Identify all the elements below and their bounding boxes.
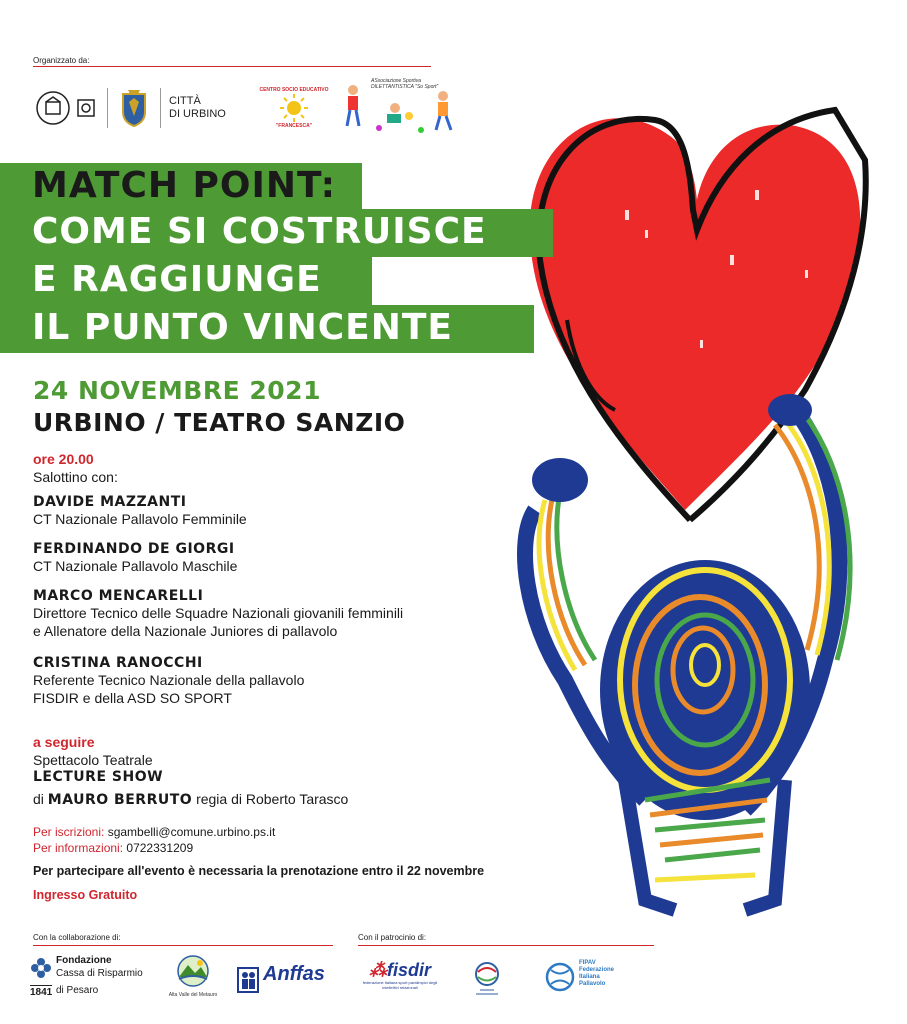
metauro-logo bbox=[160, 955, 226, 1005]
show-title: LECTURE SHOW bbox=[33, 769, 164, 785]
city-logo-line1: CITTÀ bbox=[169, 95, 201, 107]
city-logo-text bbox=[169, 95, 239, 121]
speaker-2 bbox=[33, 541, 237, 575]
fondazione-line2: Cassa di Risparmio bbox=[56, 968, 143, 979]
title-line3-band bbox=[0, 257, 372, 305]
show-follow: a seguire bbox=[33, 734, 95, 750]
fondazione-line3: di Pesaro bbox=[56, 985, 99, 996]
speaker-3 bbox=[33, 588, 403, 640]
fisdir-logo bbox=[360, 960, 440, 1000]
heart-illustration bbox=[505, 80, 890, 920]
speaker-1 bbox=[33, 494, 247, 528]
patron-rule bbox=[358, 945, 654, 946]
speaker-name: FERDINANDO DE GIORGI bbox=[33, 541, 235, 557]
heritage-logo bbox=[73, 88, 99, 128]
anffas-logo bbox=[237, 963, 329, 999]
iscrizioni-email[interactable]: sgambelli@comune.urbino.ps.it bbox=[107, 825, 276, 839]
sosport-logo bbox=[343, 78, 461, 138]
event-venue: URBINO / TEATRO SANZIO bbox=[33, 408, 406, 437]
title-line4-band bbox=[0, 305, 534, 353]
info-phone[interactable]: 0722331209 bbox=[126, 841, 194, 855]
logo-separator bbox=[160, 88, 161, 128]
show-author: MAURO BERRUTO bbox=[47, 792, 193, 808]
fondazione-line1: Fondazione bbox=[56, 955, 112, 966]
show-by-prefix: di bbox=[33, 791, 44, 807]
fisdir-swoosh-icon: ⁂ bbox=[368, 960, 387, 980]
title-line2: COME SI COSTRUISCE bbox=[32, 211, 487, 252]
sun-icon bbox=[277, 93, 311, 123]
title-line1: MATCH POINT: bbox=[32, 165, 337, 206]
speaker-role: CT Nazionale Pallavolo Maschile bbox=[33, 558, 238, 574]
organizer-logos bbox=[33, 78, 461, 138]
csr-logo-text: CENTRO SOCIO EDUCATIVO bbox=[259, 87, 329, 93]
fipav-ball-icon bbox=[545, 960, 575, 994]
anffas-people-icon bbox=[237, 967, 259, 993]
organizer-rule bbox=[33, 66, 431, 67]
speaker-name: MARCO MENCARELLI bbox=[33, 588, 204, 604]
fipav-line4: Pallavolo bbox=[579, 981, 606, 987]
iscrizioni-label: Per iscrizioni: bbox=[33, 825, 105, 839]
fipav-line1: FIPAV bbox=[579, 960, 596, 966]
csr-logo-sub: "FRANCESCA" bbox=[275, 123, 313, 129]
show-credits bbox=[33, 790, 348, 809]
speaker-name: DAVIDE MAZZANTI bbox=[33, 494, 187, 510]
contact-info bbox=[33, 840, 193, 856]
patron-label: Con il patrocinio di: bbox=[358, 933, 427, 942]
mountain-icon bbox=[173, 955, 213, 987]
anffas-text: Anffas bbox=[263, 963, 325, 985]
logo-separator bbox=[107, 88, 108, 128]
organizer-label: Organizzato da: bbox=[33, 56, 90, 65]
fisdir-text bbox=[360, 960, 440, 980]
fondazione-logo bbox=[30, 955, 148, 1003]
fondazione-flower-icon bbox=[30, 957, 52, 979]
fondazione-year: 1841 bbox=[30, 987, 53, 998]
speaker-name: CRISTINA RANOCCHI bbox=[33, 655, 203, 671]
event-time: ore 20.00 bbox=[33, 451, 94, 467]
title-line4: IL PUNTO VINCENTE bbox=[32, 307, 453, 348]
fisdir-label: fisdir bbox=[386, 960, 431, 980]
fisdir-sub: federazione italiana sport paralimpici degli intellettivi relazionali bbox=[362, 980, 438, 990]
free-entry: Ingresso Gratuito bbox=[33, 888, 138, 902]
sosport-logo-text: ASsociazione Sportiva DILETTANTISTICA "So Sport" bbox=[371, 78, 439, 90]
city-logo-line2: DI URBINO bbox=[169, 108, 226, 120]
event-date: 24 NOVEMBRE 2021 bbox=[33, 376, 321, 405]
info-label: Per informazioni: bbox=[33, 841, 124, 855]
fipav-logo bbox=[545, 958, 625, 1000]
speaker-4 bbox=[33, 655, 304, 707]
title-line2-band bbox=[0, 209, 553, 257]
title-line3: E RAGGIUNGE bbox=[32, 259, 322, 300]
unesco-logo bbox=[33, 88, 73, 128]
speaker-role: Referente Tecnico Nazionale della pallavolo bbox=[33, 672, 305, 688]
collab-rule bbox=[33, 945, 333, 946]
metauro-label: Alta Valle del Metauro bbox=[168, 992, 218, 998]
regione-logo bbox=[462, 958, 512, 1000]
speaker-role-2: FISDIR e della ASD SO SPORT bbox=[33, 690, 232, 706]
contact-iscrizioni bbox=[33, 824, 275, 840]
fipav-line2: Federazione bbox=[579, 967, 615, 973]
title-line1-band bbox=[0, 163, 362, 209]
salotto-label: Salottino con: bbox=[33, 469, 118, 485]
reservation-note: Per partecipare all'evento è necessaria la prenotazione entro il 22 novembre bbox=[33, 864, 485, 878]
fipav-text bbox=[579, 960, 614, 988]
fipav-line3: Italiana bbox=[579, 974, 600, 980]
speaker-role-2: e Allenatore della Nazionale Juniores di pallavolo bbox=[33, 623, 338, 639]
collab-label: Con la collaborazione di: bbox=[33, 933, 121, 942]
speaker-role: CT Nazionale Pallavolo Femminile bbox=[33, 511, 247, 527]
show-director: regia di Roberto Tarasco bbox=[196, 791, 349, 807]
urbino-crest-icon bbox=[116, 86, 152, 130]
speaker-role: Direttore Tecnico delle Squadre Nazionali giovanili femminili bbox=[33, 605, 404, 621]
show-type: Spettacolo Teatrale bbox=[33, 752, 153, 768]
centro-socio-educativo-logo bbox=[249, 78, 339, 138]
regione-swirl-icon bbox=[462, 958, 512, 1000]
